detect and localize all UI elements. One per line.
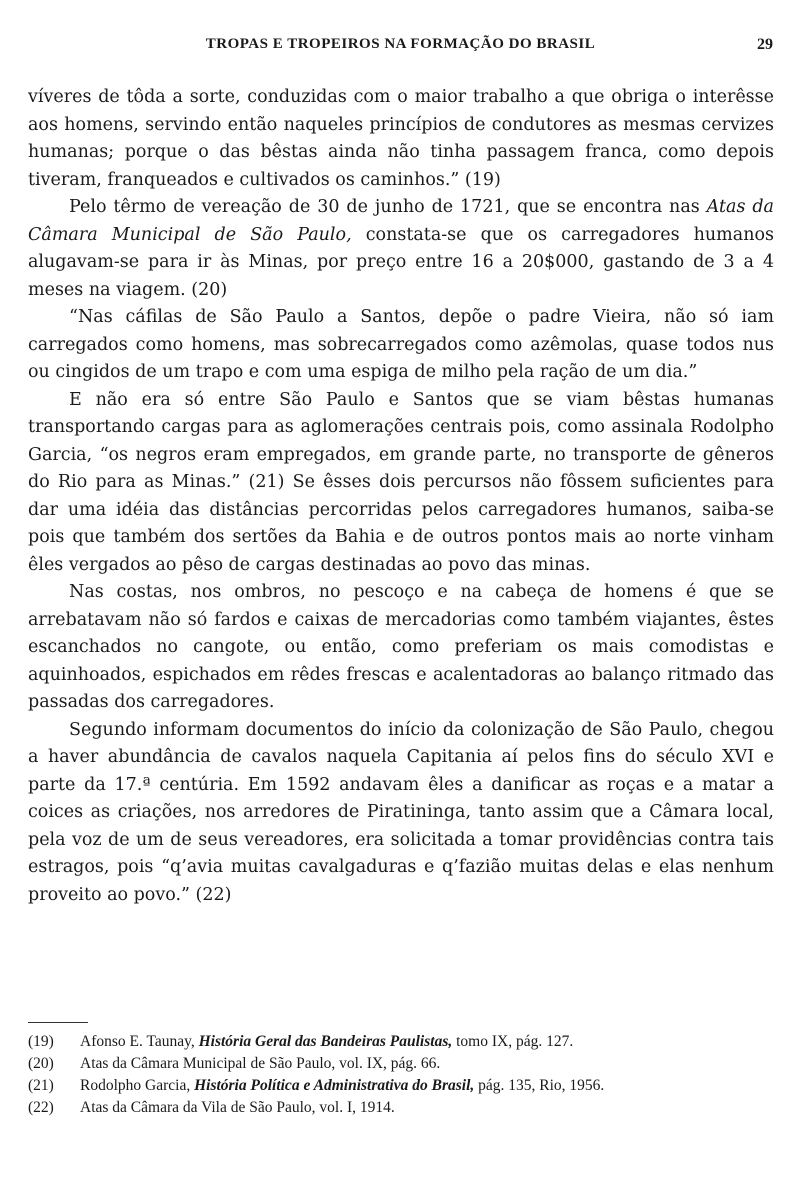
text-run: constata-se que os carregadores humanos alugavam-se para ir às Minas, por preço entre 16 a 20$000, gastando de 3 a 4 meses na viagem. (20) bbox=[28, 224, 774, 300]
text-run: “Nas cáfilas de São Paulo a Santos, depõe o padre Vieira, não só iam carregados como homens, mas sobrecarregados como azêmolas, quase todos nus ou cingidos de um trapo e com uma espiga de milho pela ração de um dia.” bbox=[28, 307, 774, 382]
italic-citation: História Política e Administrativa do Brasil, bbox=[194, 1077, 475, 1094]
text-run: E não era só entre São Paulo e Santos que se viam bêstas humanas transportando cargas para as aglomerações centrais pois, como assinala Rodolpho Garcia, “os negros eram empregados, em grande parte, no transporte de gêneros do Rio para as Minas.” (21) Se êsses dois percursos não fôssem suficientes para dar uma idéia das distâncias percorridas pelos carregadores humanos, saiba-se pois que também dos sertões da Bahia e de outros pontos mais ao norte vinham êles vergados ao pêso de cargas destinadas ao povo das minas. bbox=[28, 389, 774, 575]
italic-citation: Atas da Câmara Municipal de São Paulo, bbox=[28, 197, 774, 245]
footnote bbox=[28, 1032, 774, 1052]
footnote-number: (20) bbox=[28, 1055, 54, 1072]
footnote bbox=[28, 1098, 774, 1118]
italic-citation: História Geral das Bandeiras Paulistas, bbox=[198, 1033, 453, 1050]
footnote-number: (22) bbox=[28, 1099, 54, 1116]
text-run: Pelo têrmo de vereação de 30 de junho de 1721, que se encontra nas bbox=[69, 197, 707, 217]
body-text bbox=[28, 84, 774, 909]
text-run: Segundo informam documentos do início da colonização de São Paulo, chegou a haver abundância de cavalos naquela Capitania aí pelos fins do século XVI e parte da 17.ª centúria. Em 1592 andavam êles a danificar as roças e a matar a coices as criações, nos arredores de Piratininga, tanto assim que a Câmara local, pela voz de um de seus vereadores, era solicitada a tomar providências contra tais estragos, pois “q’avia muitas cavalgaduras e q’fazião muitas delas e elas nenhum proveito ao povo.” (22) bbox=[28, 719, 774, 905]
footnote-text bbox=[80, 1054, 774, 1074]
paragraph bbox=[28, 717, 774, 910]
text-run: Nas costas, nos ombros, no pescoço e na cabeça de homens é que se arrebatavam não só fardos e caixas de mercadorias como também viajantes, êstes escanchados no cangote, ou então, como preferiam os mais comodistas e aquinhoados, espichados em rêdes frescas e acalentadoras ao balanço ritmado das passadas dos carregadores. bbox=[28, 582, 774, 712]
footnote-number: (19) bbox=[28, 1033, 54, 1050]
footnote-text bbox=[80, 1076, 774, 1096]
footnote-rule bbox=[28, 1022, 88, 1023]
footnote-number: (21) bbox=[28, 1077, 54, 1094]
text-run: víveres de tôda a sorte, conduzidas com o maior trabalho a que obriga o interêsse aos homens, servindo então naqueles princípios de condutores as mesmas cervizes humanas; porque o das bêstas ainda não tinha passagem franca, como depois tiveram, franqueados e cultivados os caminhos.” (19) bbox=[28, 87, 774, 190]
text-run: Afonso E. Taunay, bbox=[80, 1033, 199, 1050]
paragraph bbox=[28, 194, 774, 304]
text-run: tomo IX, pág. 127. bbox=[452, 1033, 574, 1050]
running-title: TROPAS E TROPEIROS NA FORMAÇÃO DO BRASIL bbox=[205, 36, 596, 52]
footnote-text bbox=[80, 1098, 774, 1118]
running-head bbox=[28, 36, 773, 60]
footnote bbox=[28, 1054, 774, 1074]
footnotes bbox=[28, 1032, 774, 1120]
text-run: Atas da Câmara da Vila de São Paulo, vol. I, 1914. bbox=[80, 1099, 395, 1116]
footnote-text bbox=[80, 1032, 774, 1052]
text-run: pág. 135, Rio, 1956. bbox=[474, 1077, 605, 1094]
footnote bbox=[28, 1076, 774, 1096]
paragraph bbox=[28, 84, 774, 194]
text-run: Atas da Câmara Municipal de São Paulo, vol. IX, pág. 66. bbox=[80, 1055, 441, 1072]
paragraph bbox=[28, 387, 774, 580]
text-run: Rodolpho Garcia, bbox=[80, 1077, 195, 1094]
paragraph bbox=[28, 304, 774, 387]
page-number: 29 bbox=[757, 36, 773, 53]
paragraph bbox=[28, 579, 774, 717]
